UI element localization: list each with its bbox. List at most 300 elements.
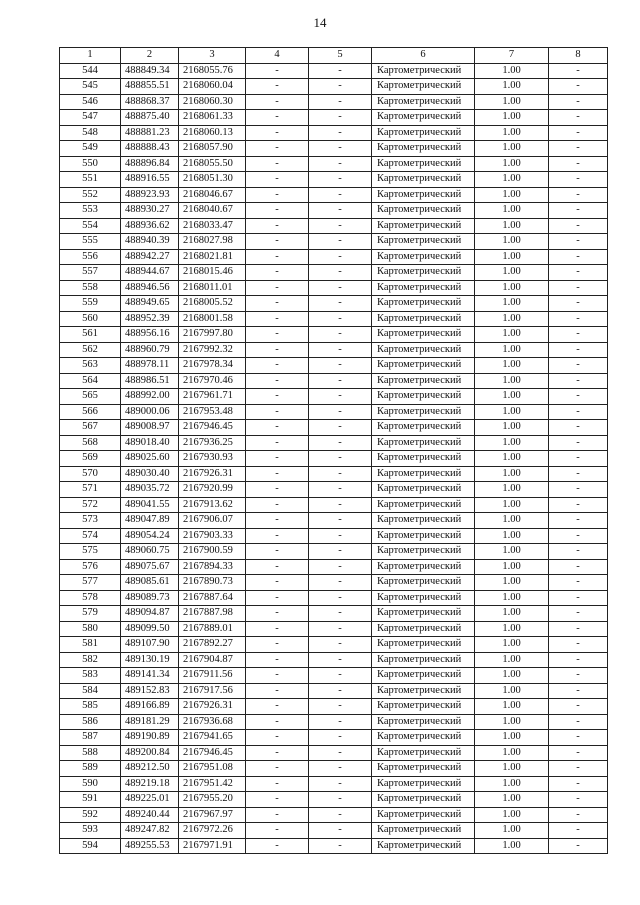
method-cell: Картометрический [372,156,475,172]
method-cell: Картометрический [372,311,475,327]
accuracy-cell: 1.00 [475,265,549,281]
table-row [60,265,608,281]
accuracy-cell: 1.00 [475,497,549,513]
x-coordinate-cell: 489240.44 [121,807,179,823]
point-number-cell: 591 [60,792,121,808]
col-5-cell: - [309,652,372,668]
table-row [60,94,608,110]
x-coordinate-cell: 489018.40 [121,435,179,451]
point-number-cell: 555 [60,234,121,250]
col-5-cell: - [309,575,372,591]
column-header: 6 [372,48,475,64]
point-number-cell: 561 [60,327,121,343]
accuracy-cell: 1.00 [475,668,549,684]
x-coordinate-cell: 488942.27 [121,249,179,265]
accuracy-cell: 1.00 [475,218,549,234]
table-row [60,358,608,374]
accuracy-cell: 1.00 [475,172,549,188]
accuracy-cell: 1.00 [475,606,549,622]
point-number-cell: 593 [60,823,121,839]
col-4-cell: - [246,311,309,327]
table-row [60,807,608,823]
accuracy-cell: 1.00 [475,404,549,420]
column-header: 3 [179,48,246,64]
point-number-cell: 578 [60,590,121,606]
x-coordinate-cell: 489025.60 [121,451,179,467]
x-coordinate-cell: 489099.50 [121,621,179,637]
table-row [60,79,608,95]
column-header: 4 [246,48,309,64]
col-5-cell: - [309,435,372,451]
table-row [60,621,608,637]
point-number-cell: 566 [60,404,121,420]
col-8-cell: - [549,637,608,653]
y-coordinate-cell: 2167978.34 [179,358,246,374]
method-cell: Картометрический [372,575,475,591]
col-5-cell: - [309,730,372,746]
point-number-cell: 586 [60,714,121,730]
accuracy-cell: 1.00 [475,451,549,467]
method-cell: Картометрический [372,296,475,312]
accuracy-cell: 1.00 [475,234,549,250]
col-4-cell: - [246,482,309,498]
y-coordinate-cell: 2167946.45 [179,745,246,761]
point-number-cell: 579 [60,606,121,622]
point-number-cell: 548 [60,125,121,141]
point-number-cell: 573 [60,513,121,529]
col-4-cell: - [246,327,309,343]
table-row [60,327,608,343]
point-number-cell: 552 [60,187,121,203]
col-4-cell: - [246,451,309,467]
method-cell: Картометрический [372,358,475,374]
point-number-cell: 585 [60,699,121,715]
y-coordinate-cell: 2167926.31 [179,699,246,715]
accuracy-cell: 1.00 [475,528,549,544]
method-cell: Картометрический [372,513,475,529]
table-row [60,513,608,529]
accuracy-cell: 1.00 [475,683,549,699]
point-number-cell: 546 [60,94,121,110]
table-row [60,838,608,854]
col-8-cell: - [549,652,608,668]
x-coordinate-cell: 489190.89 [121,730,179,746]
table-row [60,342,608,358]
col-4-cell: - [246,528,309,544]
col-4-cell: - [246,714,309,730]
table-row [60,714,608,730]
col-8-cell: - [549,466,608,482]
accuracy-cell: 1.00 [475,358,549,374]
point-number-cell: 589 [60,761,121,777]
x-coordinate-cell: 488949.65 [121,296,179,312]
col-8-cell: - [549,94,608,110]
method-cell: Картометрический [372,373,475,389]
x-coordinate-cell: 489200.84 [121,745,179,761]
col-5-cell: - [309,714,372,730]
y-coordinate-cell: 2168011.01 [179,280,246,296]
table-body [60,63,608,854]
table-row [60,482,608,498]
x-coordinate-cell: 489181.29 [121,714,179,730]
y-coordinate-cell: 2167900.59 [179,544,246,560]
coordinates-table [59,47,608,854]
method-cell: Картометрический [372,590,475,606]
col-4-cell: - [246,156,309,172]
y-coordinate-cell: 2167992.32 [179,342,246,358]
col-4-cell: - [246,513,309,529]
table-row [60,280,608,296]
col-4-cell: - [246,792,309,808]
x-coordinate-cell: 488940.39 [121,234,179,250]
accuracy-cell: 1.00 [475,544,549,560]
method-cell: Картометрический [372,79,475,95]
col-4-cell: - [246,590,309,606]
accuracy-cell: 1.00 [475,575,549,591]
col-8-cell: - [549,156,608,172]
col-8-cell: - [549,404,608,420]
col-4-cell: - [246,234,309,250]
y-coordinate-cell: 2168046.67 [179,187,246,203]
y-coordinate-cell: 2167890.73 [179,575,246,591]
accuracy-cell: 1.00 [475,389,549,405]
accuracy-cell: 1.00 [475,94,549,110]
accuracy-cell: 1.00 [475,590,549,606]
col-8-cell: - [549,249,608,265]
y-coordinate-cell: 2167887.98 [179,606,246,622]
point-number-cell: 559 [60,296,121,312]
col-8-cell: - [549,544,608,560]
col-8-cell: - [549,745,608,761]
col-5-cell: - [309,156,372,172]
x-coordinate-cell: 488946.56 [121,280,179,296]
accuracy-cell: 1.00 [475,249,549,265]
x-coordinate-cell: 488960.79 [121,342,179,358]
col-5-cell: - [309,358,372,374]
point-number-cell: 594 [60,838,121,854]
col-8-cell: - [549,125,608,141]
method-cell: Картометрический [372,497,475,513]
y-coordinate-cell: 2167955.20 [179,792,246,808]
table-row [60,792,608,808]
x-coordinate-cell: 489085.61 [121,575,179,591]
col-5-cell: - [309,187,372,203]
x-coordinate-cell: 489089.73 [121,590,179,606]
y-coordinate-cell: 2168033.47 [179,218,246,234]
y-coordinate-cell: 2167913.62 [179,497,246,513]
x-coordinate-cell: 489054.24 [121,528,179,544]
point-number-cell: 545 [60,79,121,95]
method-cell: Картометрический [372,776,475,792]
accuracy-cell: 1.00 [475,714,549,730]
col-4-cell: - [246,466,309,482]
x-coordinate-cell: 489212.50 [121,761,179,777]
accuracy-cell: 1.00 [475,652,549,668]
col-8-cell: - [549,280,608,296]
y-coordinate-cell: 2167967.97 [179,807,246,823]
y-coordinate-cell: 2168027.98 [179,234,246,250]
col-4-cell: - [246,637,309,653]
accuracy-cell: 1.00 [475,296,549,312]
y-coordinate-cell: 2167972.26 [179,823,246,839]
method-cell: Картометрический [372,544,475,560]
method-cell: Картометрический [372,234,475,250]
col-4-cell: - [246,280,309,296]
col-5-cell: - [309,172,372,188]
column-header: 7 [475,48,549,64]
col-8-cell: - [549,668,608,684]
col-5-cell: - [309,373,372,389]
col-8-cell: - [549,218,608,234]
x-coordinate-cell: 488849.34 [121,63,179,79]
point-number-cell: 565 [60,389,121,405]
col-4-cell: - [246,497,309,513]
col-8-cell: - [549,141,608,157]
col-4-cell: - [246,373,309,389]
method-cell: Картометрический [372,699,475,715]
method-cell: Картометрический [372,792,475,808]
col-8-cell: - [549,79,608,95]
col-8-cell: - [549,528,608,544]
table-header [60,48,608,64]
col-8-cell: - [549,342,608,358]
accuracy-cell: 1.00 [475,699,549,715]
y-coordinate-cell: 2167906.07 [179,513,246,529]
col-5-cell: - [309,342,372,358]
column-header: 2 [121,48,179,64]
col-8-cell: - [549,265,608,281]
col-5-cell: - [309,203,372,219]
col-4-cell: - [246,652,309,668]
col-5-cell: - [309,699,372,715]
col-4-cell: - [246,420,309,436]
table-row [60,373,608,389]
col-8-cell: - [549,420,608,436]
col-8-cell: - [549,559,608,575]
col-5-cell: - [309,296,372,312]
col-5-cell: - [309,420,372,436]
point-number-cell: 582 [60,652,121,668]
table-row [60,528,608,544]
y-coordinate-cell: 2167997.80 [179,327,246,343]
table-row [60,141,608,157]
col-5-cell: - [309,311,372,327]
x-coordinate-cell: 489247.82 [121,823,179,839]
x-coordinate-cell: 489035.72 [121,482,179,498]
accuracy-cell: 1.00 [475,621,549,637]
point-number-cell: 558 [60,280,121,296]
table-row [60,497,608,513]
table-row [60,311,608,327]
x-coordinate-cell: 489030.40 [121,466,179,482]
point-number-cell: 569 [60,451,121,467]
col-4-cell: - [246,94,309,110]
method-cell: Картометрический [372,218,475,234]
col-5-cell: - [309,327,372,343]
method-cell: Картометрический [372,404,475,420]
x-coordinate-cell: 489219.18 [121,776,179,792]
table-row [60,234,608,250]
point-number-cell: 549 [60,141,121,157]
x-coordinate-cell: 489060.75 [121,544,179,560]
y-coordinate-cell: 2167894.33 [179,559,246,575]
col-5-cell: - [309,451,372,467]
col-5-cell: - [309,745,372,761]
col-4-cell: - [246,141,309,157]
col-5-cell: - [309,683,372,699]
table-row [60,652,608,668]
col-8-cell: - [549,606,608,622]
column-header: 1 [60,48,121,64]
table-row [60,745,608,761]
method-cell: Картометрический [372,94,475,110]
method-cell: Картометрический [372,265,475,281]
col-5-cell: - [309,792,372,808]
x-coordinate-cell: 488956.16 [121,327,179,343]
accuracy-cell: 1.00 [475,776,549,792]
point-number-cell: 583 [60,668,121,684]
accuracy-cell: 1.00 [475,730,549,746]
column-header: 5 [309,48,372,64]
y-coordinate-cell: 2167911.56 [179,668,246,684]
col-4-cell: - [246,296,309,312]
table-row [60,730,608,746]
table-row [60,590,608,606]
col-8-cell: - [549,761,608,777]
point-number-cell: 581 [60,637,121,653]
col-4-cell: - [246,265,309,281]
table-row [60,575,608,591]
y-coordinate-cell: 2168060.04 [179,79,246,95]
y-coordinate-cell: 2167904.87 [179,652,246,668]
table-row [60,559,608,575]
table-row [60,203,608,219]
accuracy-cell: 1.00 [475,141,549,157]
method-cell: Картометрический [372,420,475,436]
y-coordinate-cell: 2167951.08 [179,761,246,777]
col-8-cell: - [549,358,608,374]
col-4-cell: - [246,699,309,715]
y-coordinate-cell: 2168015.46 [179,265,246,281]
method-cell: Картометрический [372,327,475,343]
y-coordinate-cell: 2167941.65 [179,730,246,746]
accuracy-cell: 1.00 [475,792,549,808]
col-8-cell: - [549,590,608,606]
y-coordinate-cell: 2168060.30 [179,94,246,110]
col-8-cell: - [549,575,608,591]
method-cell: Картометрический [372,110,475,126]
x-coordinate-cell: 488992.00 [121,389,179,405]
col-4-cell: - [246,683,309,699]
x-coordinate-cell: 488896.84 [121,156,179,172]
point-number-cell: 568 [60,435,121,451]
x-coordinate-cell: 488881.23 [121,125,179,141]
method-cell: Картометрический [372,482,475,498]
point-number-cell: 570 [60,466,121,482]
x-coordinate-cell: 489000.06 [121,404,179,420]
table-row [60,776,608,792]
y-coordinate-cell: 2168021.81 [179,249,246,265]
x-coordinate-cell: 489041.55 [121,497,179,513]
point-number-cell: 571 [60,482,121,498]
y-coordinate-cell: 2168051.30 [179,172,246,188]
col-5-cell: - [309,637,372,653]
col-4-cell: - [246,125,309,141]
x-coordinate-cell: 488952.39 [121,311,179,327]
method-cell: Картометрический [372,141,475,157]
x-coordinate-cell: 489255.53 [121,838,179,854]
col-4-cell: - [246,621,309,637]
col-4-cell: - [246,110,309,126]
col-8-cell: - [549,776,608,792]
x-coordinate-cell: 488868.37 [121,94,179,110]
x-coordinate-cell: 488875.40 [121,110,179,126]
accuracy-cell: 1.00 [475,466,549,482]
col-4-cell: - [246,79,309,95]
method-cell: Картометрический [372,807,475,823]
x-coordinate-cell: 489047.89 [121,513,179,529]
x-coordinate-cell: 489166.89 [121,699,179,715]
table-row [60,296,608,312]
accuracy-cell: 1.00 [475,838,549,854]
point-number-cell: 575 [60,544,121,560]
x-coordinate-cell: 488930.27 [121,203,179,219]
col-8-cell: - [549,389,608,405]
table-row [60,699,608,715]
col-8-cell: - [549,110,608,126]
point-number-cell: 572 [60,497,121,513]
col-5-cell: - [309,110,372,126]
y-coordinate-cell: 2167917.56 [179,683,246,699]
y-coordinate-cell: 2167926.31 [179,466,246,482]
y-coordinate-cell: 2168055.76 [179,63,246,79]
x-coordinate-cell: 489075.67 [121,559,179,575]
col-8-cell: - [549,327,608,343]
col-4-cell: - [246,218,309,234]
col-4-cell: - [246,575,309,591]
accuracy-cell: 1.00 [475,637,549,653]
table-row [60,823,608,839]
col-5-cell: - [309,838,372,854]
col-4-cell: - [246,668,309,684]
table-row [60,683,608,699]
col-8-cell: - [549,435,608,451]
method-cell: Картометрический [372,621,475,637]
col-4-cell: - [246,203,309,219]
col-4-cell: - [246,730,309,746]
table-row [60,466,608,482]
x-coordinate-cell: 488978.11 [121,358,179,374]
x-coordinate-cell: 488888.43 [121,141,179,157]
y-coordinate-cell: 2167971.91 [179,838,246,854]
col-5-cell: - [309,404,372,420]
point-number-cell: 564 [60,373,121,389]
point-number-cell: 544 [60,63,121,79]
y-coordinate-cell: 2167920.99 [179,482,246,498]
col-4-cell: - [246,606,309,622]
method-cell: Картометрический [372,466,475,482]
col-4-cell: - [246,404,309,420]
x-coordinate-cell: 489152.83 [121,683,179,699]
method-cell: Картометрический [372,714,475,730]
col-5-cell: - [309,606,372,622]
y-coordinate-cell: 2167961.71 [179,389,246,405]
point-number-cell: 550 [60,156,121,172]
col-8-cell: - [549,683,608,699]
col-4-cell: - [246,761,309,777]
table-row [60,187,608,203]
method-cell: Картометрический [372,606,475,622]
